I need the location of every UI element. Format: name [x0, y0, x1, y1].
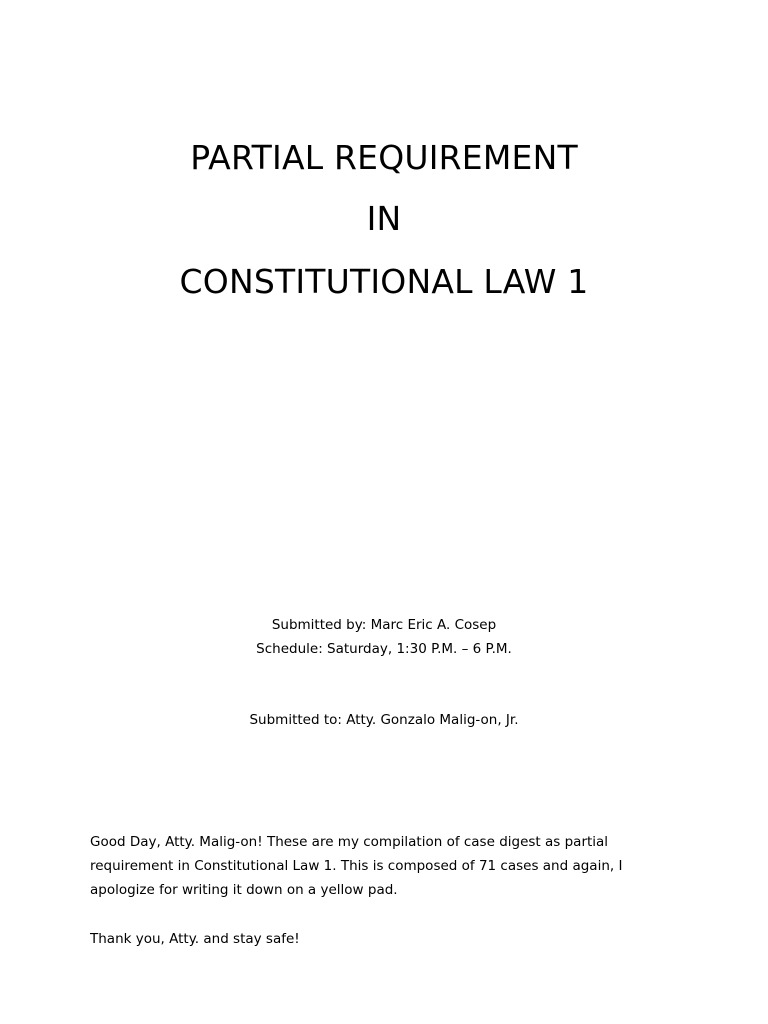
message-line-3: apologize for writing it down on a yellow pad.	[90, 882, 398, 898]
closing-text: Thank you, Atty. and stay safe!	[90, 931, 300, 947]
submitted-by-text: Submitted by: Marc Eric A. Cosep	[271, 617, 497, 633]
message-paragraph	[90, 830, 700, 902]
schedule-text: Schedule: Saturday, 1:30 P.M. – 6 P.M.	[256, 641, 512, 657]
submitted-to-text: Submitted to: Atty. Gonzalo Malig-on, Jr.	[249, 712, 519, 728]
title-line-2: IN	[366, 199, 402, 238]
message-line-1: Good Day, Atty. Malig-on! These are my compilation of case digest as partial	[90, 834, 609, 850]
title-line-3: CONSTITUTIONAL LAW 1	[179, 262, 589, 301]
title-line-1: PARTIAL REQUIREMENT	[190, 138, 578, 177]
message-line-2: requirement in Constitutional Law 1. This is composed of 71 cases and again, I	[90, 858, 623, 874]
